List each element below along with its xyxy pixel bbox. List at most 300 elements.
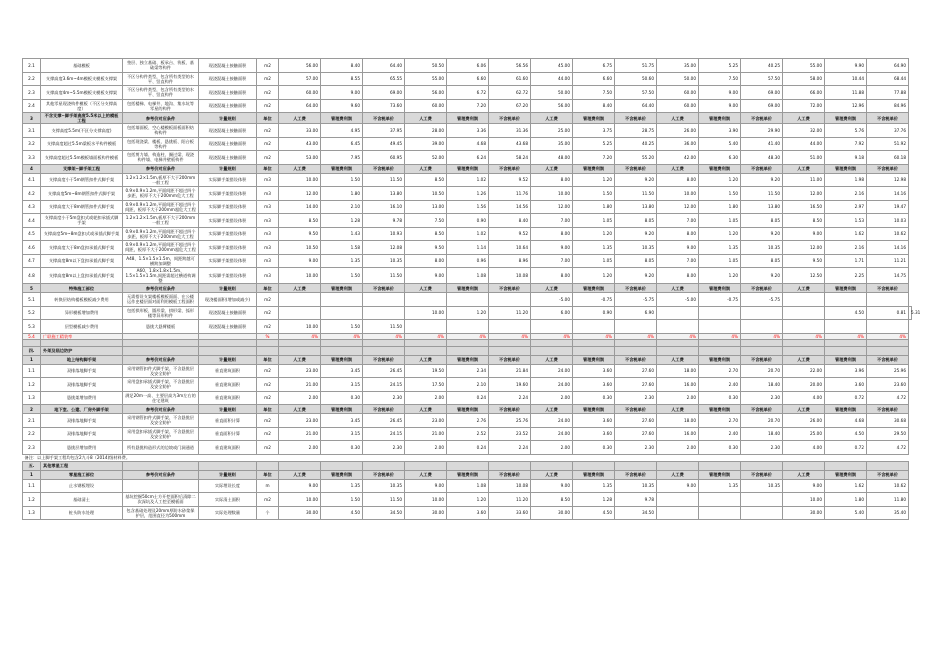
cell-c2 [573,454,615,461]
cell-name: 桩头防水处理 [41,506,123,520]
cell-d2: 0.30 [699,391,741,405]
table-row [23,99,912,113]
cell-e2: 4.50 [825,306,867,320]
cell-d2 [699,346,741,355]
cell-d3 [741,506,783,520]
cell-d1: 7.00 [657,214,699,228]
cell-e1: 人工费 [783,113,825,124]
table-row [23,320,912,334]
cell-a2: 7.95 [321,151,363,165]
cell-id: 5.3 [23,320,41,334]
cell-c2: 4.50 [573,506,615,520]
cell-a3 [363,461,405,470]
cell-name: 支撑高度5.5m(不区分支撑高度) [41,124,123,138]
cell-b2: 管理费利润 [447,355,489,364]
cell-b3: 19.60 [489,378,531,392]
cell-d3 [741,320,783,334]
cell-d2 [699,461,741,470]
table-row [23,479,912,493]
cell-a2: 管理费利润 [321,470,363,479]
cell-unit: 单位 [257,355,279,364]
cell-a2: 1.35 [321,254,363,268]
cell-b2 [447,339,489,346]
cell-unit: m3 [257,187,279,201]
cell-c1: 7.00 [531,254,573,268]
cell-e3: 14.16 [867,241,909,255]
cell-a2 [321,346,363,355]
cell-c3: 10.35 [615,241,657,255]
cell-d2: 2.70 [699,364,741,378]
cell-d1 [657,306,699,320]
cell-unit [257,461,279,470]
cell-id: 5.1 [23,293,41,307]
cell-b2: 6.24 [447,151,489,165]
cell-c2: -0.75 [573,293,615,307]
cell-e1 [783,346,825,355]
cell-b2: 管理费利润 [447,113,489,124]
cell-unit: 个 [257,506,279,520]
cell-b1: 8.50 [405,173,447,187]
cell-b3: 不含税单价 [489,284,531,293]
cell-unit: m2 [257,72,279,86]
cell-unit: m [257,479,279,493]
cell-c2 [573,320,615,334]
cell-d1 [657,346,699,355]
cell-basis: 计量规则 [199,284,257,293]
table-row [23,254,912,268]
cell-d1: 35.00 [657,59,699,73]
cell-a3: 不含税单价 [363,164,405,173]
cell-c3 [615,339,657,346]
cell-unit: m2 [257,320,279,334]
category-row [23,461,912,470]
cell-c2: 0.30 [573,391,615,405]
cell-b2 [447,293,489,307]
cell-d1: 人工费 [657,284,699,293]
cell-b2: 3.36 [447,124,489,138]
cell-id: 2.2 [23,427,41,441]
cell-b3: 56.56 [489,59,531,73]
cell-d1: 36.00 [657,137,699,151]
cell-a1 [279,461,321,470]
cell-id: 1.3 [23,506,41,520]
cell-e1: 12.00 [783,187,825,201]
cell-e1: 人工费 [783,470,825,479]
table-row [23,378,912,392]
cell-b2: 1.26 [447,187,489,201]
cell-a1: 2.00 [279,441,321,455]
cell-c3: 57.50 [615,86,657,100]
cell-desc: 包括现浇梁、楼板、悬挑板、阳台板等构件 [123,137,199,151]
cell-b2 [447,346,489,355]
cell-b1: 人工费 [405,164,447,173]
cell-e3: 4.72 [867,391,909,405]
cell-name: 悬挑层增加费用 [41,441,123,455]
cell-c2: 1.20 [573,268,615,284]
cell-d3: 不含税单价 [741,113,783,124]
cell-d1: 人工费 [657,164,699,173]
cell-c3: 2.30 [615,441,657,455]
cell-a2: 8.55 [321,72,363,86]
cell-d1: 8.00 [657,173,699,187]
cell-c3: 9.20 [615,268,657,284]
cell-name: 外架及临边防护 [41,346,123,355]
cell-desc: 1.2×1.2×1.5m,板厚不大于200mm一般工程 [123,214,199,228]
cell-d3: 10.35 [741,479,783,493]
cell-name: 地上结构脚手架 [41,355,123,364]
cell-b2: 管理费利润 [447,164,489,173]
cell-e2: 3.96 [825,364,867,378]
cell-d2: 1.35 [699,479,741,493]
cell-c2: 8.40 [573,99,615,113]
cell-b1: 4% [405,333,447,339]
cell-c1: 24.00 [531,427,573,441]
cell-d2 [699,339,741,346]
cell-c1 [531,454,573,461]
cell-c3: 34.50 [615,506,657,520]
cell-desc: 包括楼梯、电梯井、地沟、集水坑等零星的构件 [123,99,199,113]
cell-d2: 7.50 [699,72,741,86]
cell-a1: 10.00 [279,268,321,284]
cell-e2: 7.92 [825,137,867,151]
cell-basis: 实际脚手架搭设体积 [199,268,257,284]
cell-a1: 4% [279,333,321,339]
cell-a3: 不含税单价 [363,355,405,364]
cell-b2: 1.56 [447,200,489,214]
cell-e2: 管理费利润 [825,405,867,414]
cell-d3: 9.20 [741,227,783,241]
cell-a1: 人工费 [279,284,321,293]
cell-basis: 实际脚手架搭设体积 [199,173,257,187]
cell-e1 [783,306,825,320]
cell-a1: 23.00 [279,414,321,428]
cell-d3: 48.30 [741,151,783,165]
cell-a1: 57.00 [279,72,321,86]
cell-d1 [657,320,699,334]
cell-c2 [573,461,615,470]
cell-d2: 1.20 [699,173,741,187]
cell-e3 [867,320,909,334]
cell-a1: 10.00 [279,173,321,187]
cell-c1: 8.50 [531,493,573,507]
cell-c2: 5.25 [573,137,615,151]
cell-b2: 6.60 [447,72,489,86]
cell-d1: 60.00 [657,99,699,113]
cell-desc: 1.2×1.2×1.5m,板厚不大于200mm一般工程 [123,173,199,187]
cell-c3: 13.80 [615,200,657,214]
cell-desc: 悬挑大悬臂楼板 [123,320,199,334]
cell-name: 基础清土 [41,493,123,507]
cell-a1: 43.00 [279,137,321,151]
cell-d3 [741,339,783,346]
cell-b3: 43.68 [489,137,531,151]
cell-a3: 10.93 [363,227,405,241]
cell-unit: 单位 [257,164,279,173]
cell-a2: 3.15 [321,427,363,441]
cell-basis: 现浇混凝土接触面积 [199,86,257,100]
cell-b2: 0.96 [447,254,489,268]
cell-e1: 25.00 [783,427,825,441]
cell-d1: 42.00 [657,151,699,165]
cell-a2: 管理费利润 [321,355,363,364]
cell-basis: 实际脚手架搭设体积 [199,200,257,214]
cell-b3: 11.20 [489,493,531,507]
cell-d2: 9.00 [699,86,741,100]
cell-a2: 1.58 [321,241,363,255]
cell-e2: 1.80 [825,493,867,507]
cell-d2: 管理费利润 [699,284,741,293]
cell-desc: 采用钢管扣件式脚手架、不含悬挑层及安全防护 [123,414,199,428]
cell-a1 [279,454,321,461]
cell-desc [123,479,199,493]
cell-unit: m2 [257,293,279,307]
cell-d1: 50.00 [657,72,699,86]
cell-d2: 管理费利润 [699,113,741,124]
cell-c1: 30.00 [531,506,573,520]
cell-c1: 8.00 [531,227,573,241]
cell-b2: 6.72 [447,86,489,100]
table-row [23,187,912,201]
cell-b1: 55.00 [405,72,447,86]
cell-c1: 人工费 [531,405,573,414]
cell-b3: 不含税单价 [489,470,531,479]
cell-desc: 所有悬挑构造形式的边坡或门洞通道 [123,441,199,455]
table-row [23,306,912,320]
cell-name: 支撑高度5m~8m盘扣式或承插式脚手架 [41,227,123,241]
cell-d1 [657,506,699,520]
cell-unit: % [257,333,279,339]
cell-id [23,339,41,346]
cell-b1: 9.00 [405,479,447,493]
cell-a3: 64.40 [363,59,405,73]
cell-b2: 2.34 [447,364,489,378]
cell-d2 [699,306,741,320]
cell-unit: m2 [257,124,279,138]
cell-e2 [825,346,867,355]
cell-d3: 69.00 [741,86,783,100]
cell-a1: 人工费 [279,355,321,364]
table-row [23,200,912,214]
cell-basis: 现浇混凝土接触面积 [199,72,257,86]
cell-b1: 30.00 [405,506,447,520]
cell-name: 悬挑架增加费用 [41,391,123,405]
cell-a2: 4.50 [321,506,363,520]
cell-basis: 计量规则 [199,470,257,479]
cell-name: 转换层结构楼板模板减少费用 [41,293,123,307]
cell-c2: 7.20 [573,151,615,165]
cell-c2: 0.30 [573,441,615,455]
cell-unit: m2 [257,59,279,73]
cell-id: 5.2 [23,306,41,320]
cell-d3: 20.70 [741,414,783,428]
cell-e1: 人工费 [783,355,825,364]
cell-b3: 不含税单价 [489,164,531,173]
cell-undefined: 5.31 [909,306,912,320]
cell-e1 [783,339,825,346]
cell-e2: 3.60 [825,378,867,392]
cell-b3: 25.76 [489,414,531,428]
cell-a3: 26.45 [363,414,405,428]
cell-e3 [867,454,909,461]
cell-desc: 参考价对应条件 [123,284,199,293]
cell-name: 其他零星现浇构件模板（不区分支撑高度） [41,99,123,113]
cell-desc: 垫层、独立基础、板承台、筏板、基础梁等构件 [123,59,199,73]
cell-b1 [405,339,447,346]
cell-c3 [615,346,657,355]
cell-c1: 人工费 [531,470,573,479]
cell-desc: 采用盘扣承插式脚手架、不含悬挑层及安全防护 [123,378,199,392]
cell-d1: 60.00 [657,86,699,100]
cell-desc: 满足20m一高、主要层高为3m左右的住宅建筑 [123,391,199,405]
cell-basis: 计量规则 [199,355,257,364]
cell-desc: 包含基础处理及20mm厚防水砂浆保护层，范围直径为500mm [123,506,199,520]
cell-c3: 40.25 [615,137,657,151]
cell-e3: 10.03 [867,214,909,228]
cell-a2: 管理费利润 [321,113,363,124]
table-row [23,339,912,346]
cell-e1: 11.00 [783,173,825,187]
cell-b3: 不含税单价 [489,113,531,124]
cell-e2: 12.96 [825,99,867,113]
table-row [23,72,912,86]
cell-e3: 68.44 [867,72,909,86]
cell-unit: m3 [257,254,279,268]
table-row [23,151,912,165]
cell-d3: 2.30 [741,441,783,455]
cell-basis: 垂直建筑面积 [199,364,257,378]
cell-unit: m2 [257,378,279,392]
cell-unit: m2 [257,364,279,378]
cell-name: 地下室、公建、厂房外脚手架 [41,405,123,414]
cell-e2: 2.16 [825,187,867,201]
cell-c1: 9.00 [531,479,573,493]
cell-unit: m2 [257,306,279,320]
cell-d3 [741,454,783,461]
cell-c2: 1.05 [573,214,615,228]
cell-name: 支撑高度3.6m~4m模板支模板支撑架 [41,72,123,86]
cell-e2: 1.53 [825,214,867,228]
cell-id: 4.7 [23,254,41,268]
cell-d2 [699,454,741,461]
cell-a2: 0.30 [321,391,363,405]
cell-d1: 16.00 [657,427,699,441]
cell-unit: m2 [257,151,279,165]
cell-id: 1 [23,470,41,479]
cell-a3: 12.08 [363,241,405,255]
cell-e1: 30.00 [783,506,825,520]
cell-d3: 不含税单价 [741,284,783,293]
cell-c1: 8.00 [531,268,573,284]
cell-d2: 管理费利润 [699,164,741,173]
cell-a2: 4.95 [321,124,363,138]
cell-id: 3.1 [23,124,41,138]
cell-b3 [489,454,531,461]
cell-e3: 64.90 [867,59,909,73]
section-header-row [23,470,912,479]
table-row [23,293,912,307]
cell-desc: 0.9×0.9×1.2m,平面间距不超过四个间距，板厚不大于200mm超危大工程 [123,241,199,255]
cell-id: 3.3 [23,151,41,165]
cell-a3: 24.15 [363,427,405,441]
cell-d2: 1.20 [699,268,741,284]
cell-b2 [447,320,489,334]
cell-c1: 2.00 [531,391,573,405]
cell-d1: 10.00 [657,187,699,201]
cell-e2: 10.44 [825,72,867,86]
cell-unit: m2 [257,441,279,455]
cell-b3: 23.52 [489,427,531,441]
cell-id: 4.1 [23,173,41,187]
cell-c3: 不含税单价 [615,355,657,364]
cell-d2: -0.75 [699,293,741,307]
cell-d3: 9.20 [741,173,783,187]
cell-d3: 18.40 [741,378,783,392]
cell-a3: 不含税单价 [363,113,405,124]
cell-d3: 不含税单价 [741,164,783,173]
cell-c1: 7.00 [531,214,573,228]
cell-id: 3.2 [23,137,41,151]
cell-b1 [405,346,447,355]
cell-d1: 16.00 [657,378,699,392]
cell-desc [123,346,199,355]
cell-basis: 实际脚手架搭设体积 [199,214,257,228]
cell-a1: 21.00 [279,427,321,441]
note-row [23,454,912,461]
cell-id: 3 [23,113,41,124]
cell-e3: 4.72 [867,441,909,455]
cell-desc: 包括墙面板、空心楼模板面板面积结构构件 [123,124,199,138]
cell-name: 支撑高度超过5.5m模板墙面板构件模板 [41,151,123,165]
table-row [23,137,912,151]
cell-b1: 2.00 [405,441,447,455]
cell-name: 异形模板增加费用 [41,306,123,320]
cell-e2: 管理费利润 [825,470,867,479]
cell-b1: 9.00 [405,268,447,284]
cell-e1: 26.00 [783,414,825,428]
cell-e3: 不含税单价 [867,164,909,173]
cell-name: 支撑高度小于5m钢管扣件式脚手架 [41,173,123,187]
cell-a2: 1.28 [321,214,363,228]
cell-a2 [321,461,363,470]
cell-basis: 实际脚手架搭设体积 [199,187,257,201]
cell-e3: 不含税单价 [867,470,909,479]
cell-e3: 不含税单价 [867,405,909,414]
cell-id: 1.2 [23,493,41,507]
cell-id: 1.2 [23,378,41,392]
cell-d3: 4% [741,333,783,339]
cell-d2: 1.80 [699,200,741,214]
cell-basis: 垂直面积计算 [199,427,257,441]
cell-name: 支撑高度小于5m盘扣式或轮扣承插式脚手架 [41,214,123,228]
cell-e2: 5.40 [825,506,867,520]
cell-d2: 1.20 [699,227,741,241]
cell-b1: 28.00 [405,124,447,138]
cell-b1: 人工费 [405,284,447,293]
cell-e1: 32.00 [783,124,825,138]
cell-c1 [531,320,573,334]
cell-d3 [741,346,783,355]
table-row [23,364,912,378]
cell-e2 [825,293,867,307]
cell-c2: 1.35 [573,479,615,493]
cell-c1: 6.00 [531,306,573,320]
cell-b3: 9.52 [489,227,531,241]
cell-c2: 1.50 [573,187,615,201]
cell-id: 5.4 [23,333,41,339]
cell-e3 [867,346,909,355]
cell-e1: 72.00 [783,99,825,113]
cell-e3: 77.88 [867,86,909,100]
